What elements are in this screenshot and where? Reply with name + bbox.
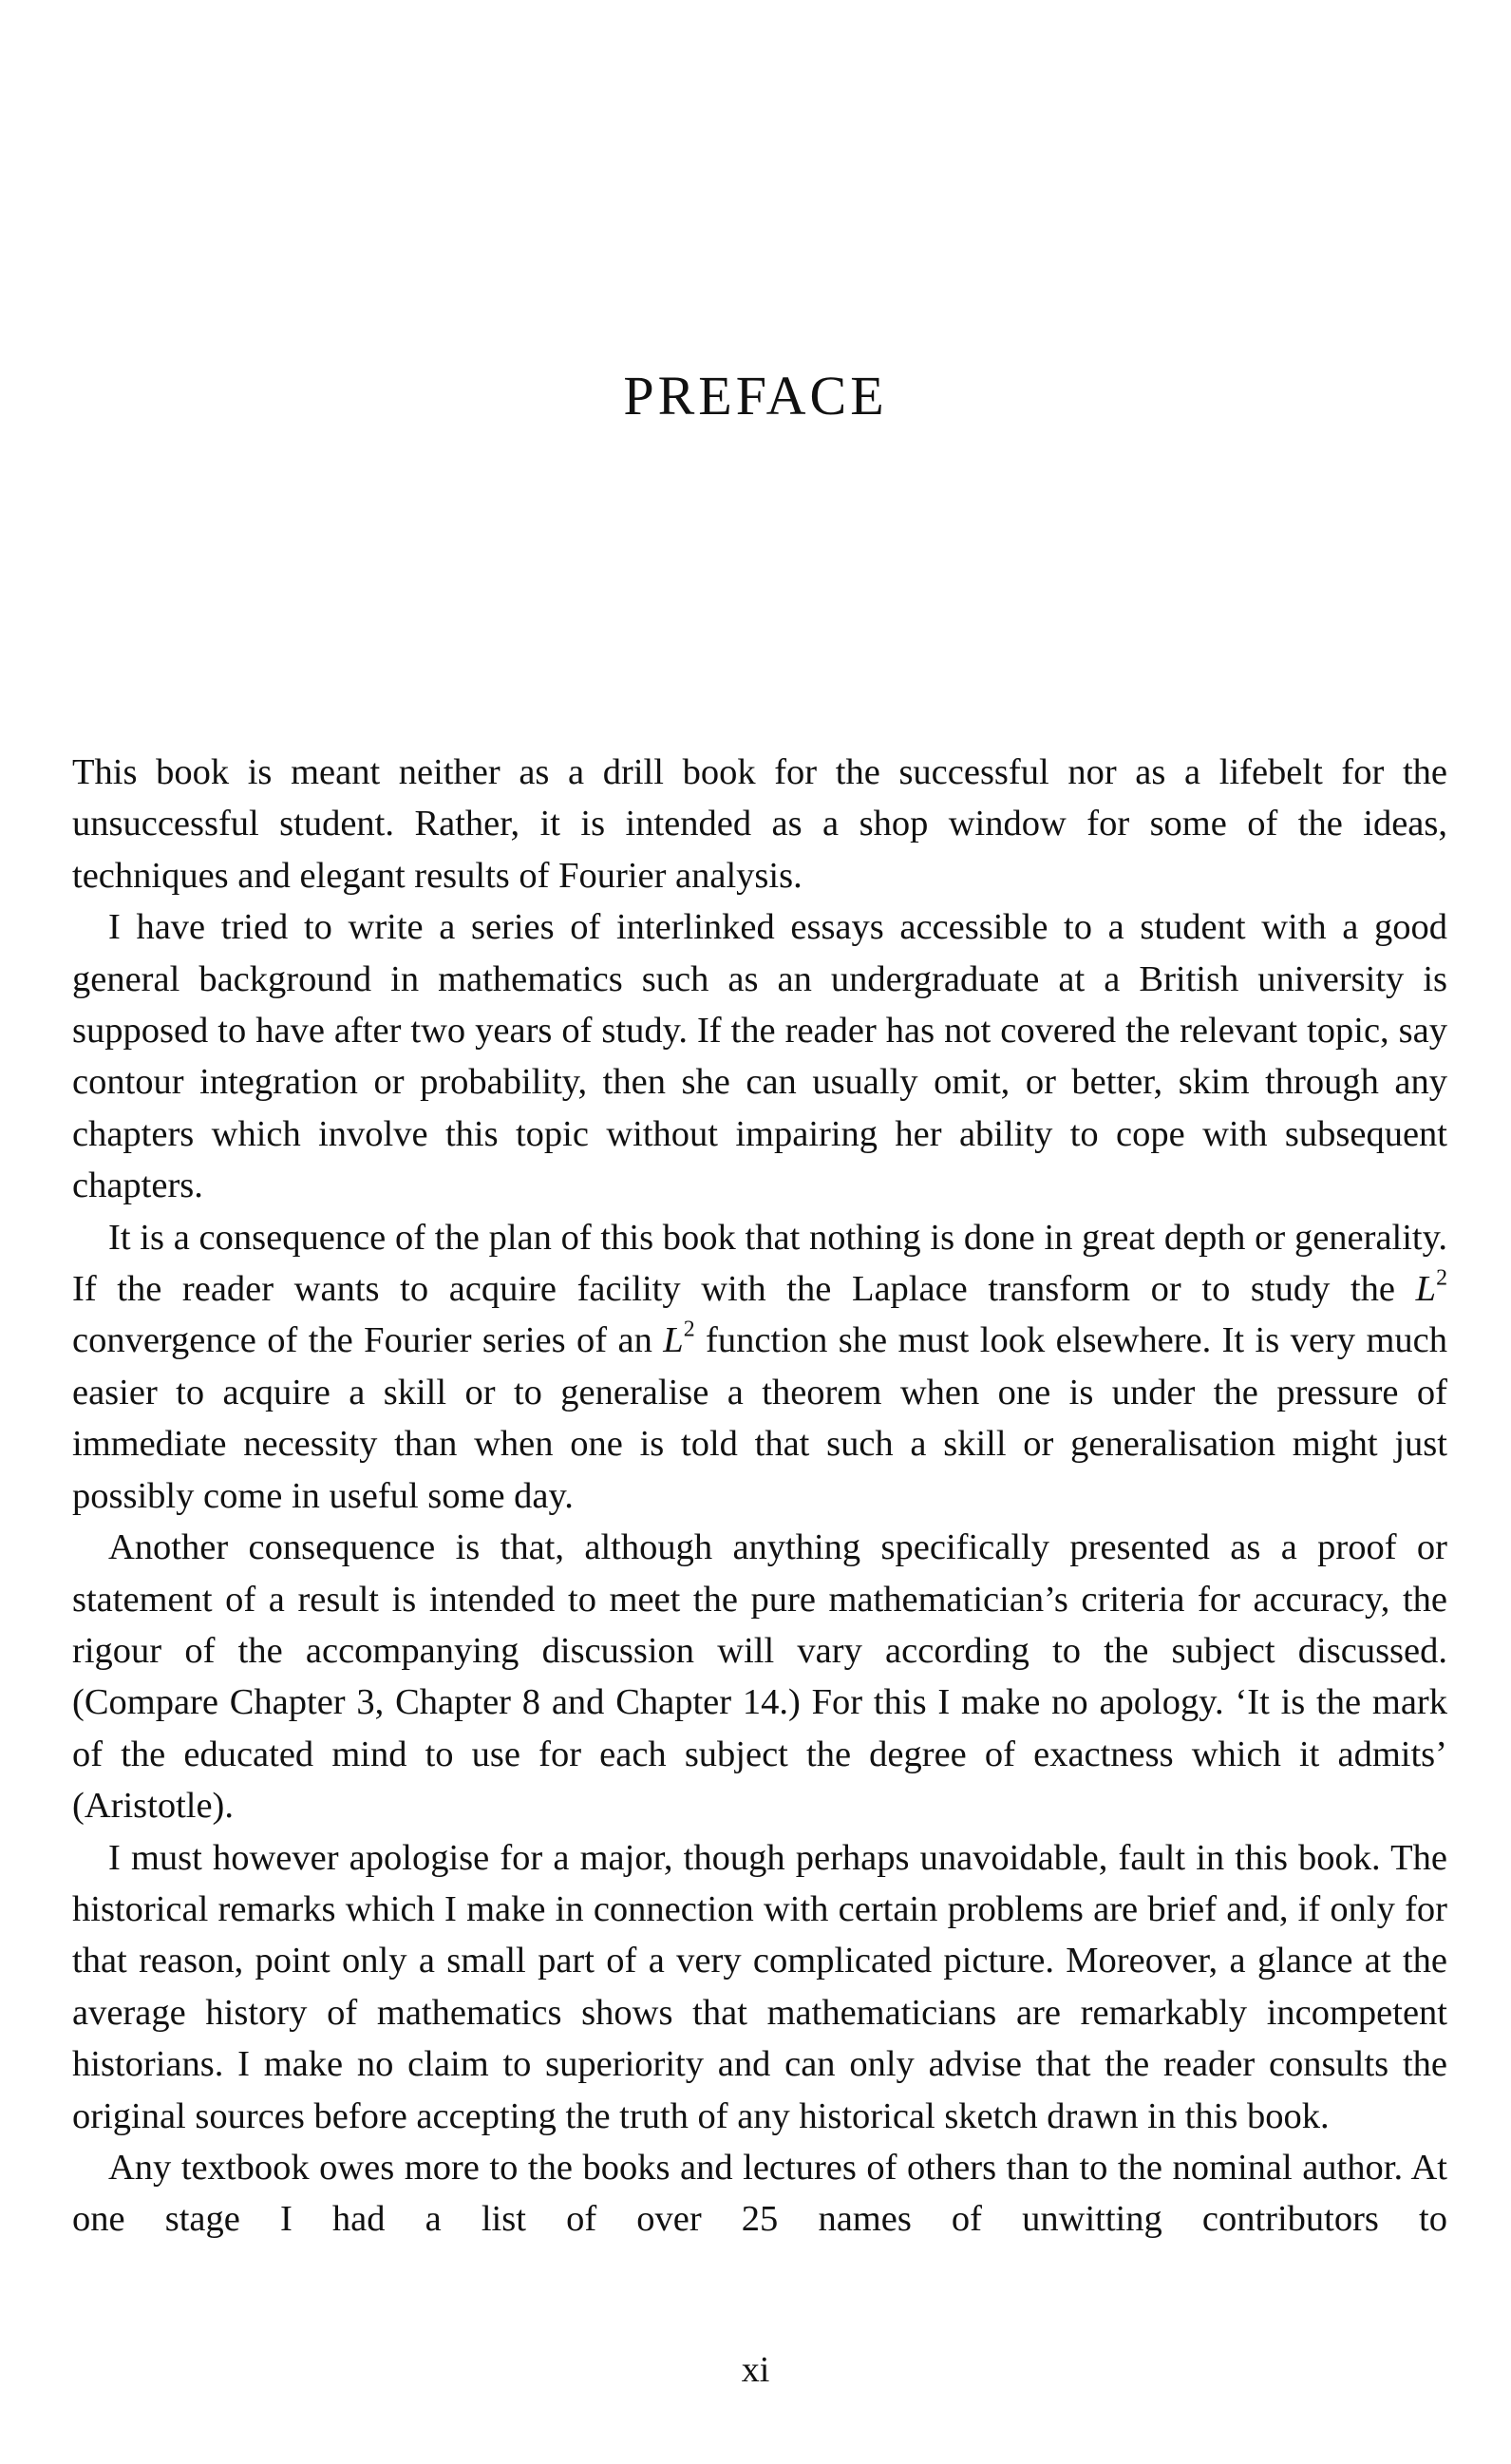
paragraph-3 [72, 1212, 1447, 1522]
paragraph-3-part3: function she must look elsewhere. It is very much easier to acquire a skill or to generalise a theorem when one is under the pressure of immediate necessity than when one is told that such a skill or generalisation might just possibly come in useful some day. [72, 1320, 1448, 1516]
paragraph-4: Another consequence is that, although anything specifically presented as a proof or statement of a result is intended to meet the pure mathematician’s criteria for accuracy, the rigour of the accompanying discussion will vary according to the subject discussed. (Compare Chapter 3, Chapter 8 and Chapter 14.) For this I make no apology. ‘It is the mark of the educated mind to use for each subject the degree of exactness which it admits’ (Aristotle). [72, 1527, 1447, 1827]
paragraph-5: I must however apologise for a major, though perhaps unavoidable, fault in this book. The historical remarks which I make in connection with certain problems are brief and, if only for that reason, point only a small part of a very complicated picture. Moreover, a glance at the average history of mathematics shows that mathematicians are remarkably incompetent historians. I make no claim to superiority and can only advise that the reader consults the original sources before accepting the truth of any historical sketch drawn in this book. [72, 1837, 1447, 2136]
paragraph-6: Any textbook owes more to the books and lectures of others than to the nominal author. At one stage I had a list of over 25 names of unwitting contributors to [72, 2147, 1447, 2240]
paragraph-1: This book is meant neither as a drill book for the successful nor as a lifebelt for the unsuccessful student. Rather, it is intended as a shop window for some of the ideas, techniques and elegant results of Fourier analysis. [72, 752, 1447, 896]
page-title: PREFACE [623, 365, 888, 426]
paragraph-3-part2: convergence of the Fourier series of an [72, 1320, 664, 1361]
l2-exponent-2: 2 [683, 1317, 695, 1342]
l2-symbol-1: L [1415, 1269, 1437, 1310]
paragraph-3-part1: It is a consequence of the plan of this book that nothing is done in great depth or generality. If the reader wants to acquire facility with the Laplace transform or to study the [72, 1217, 1447, 1310]
paragraph-2: I have tried to write a series of interlinked essays accessible to a student with a good general background in mathematics such as an undergraduate at a British university is supposed to have after two years of study. If the reader has not covered the relevant topic, say contour integration or probability, then she can usually omit, or better, skim through any chapters which involve this topic without impairing her ability to cope with subsequent chapters. [72, 907, 1447, 1206]
l2-exponent-1: 2 [1436, 1265, 1447, 1291]
page-number: xi [741, 2350, 770, 2390]
preface-body [72, 747, 1447, 2246]
l2-symbol-2: L [663, 1320, 684, 1361]
